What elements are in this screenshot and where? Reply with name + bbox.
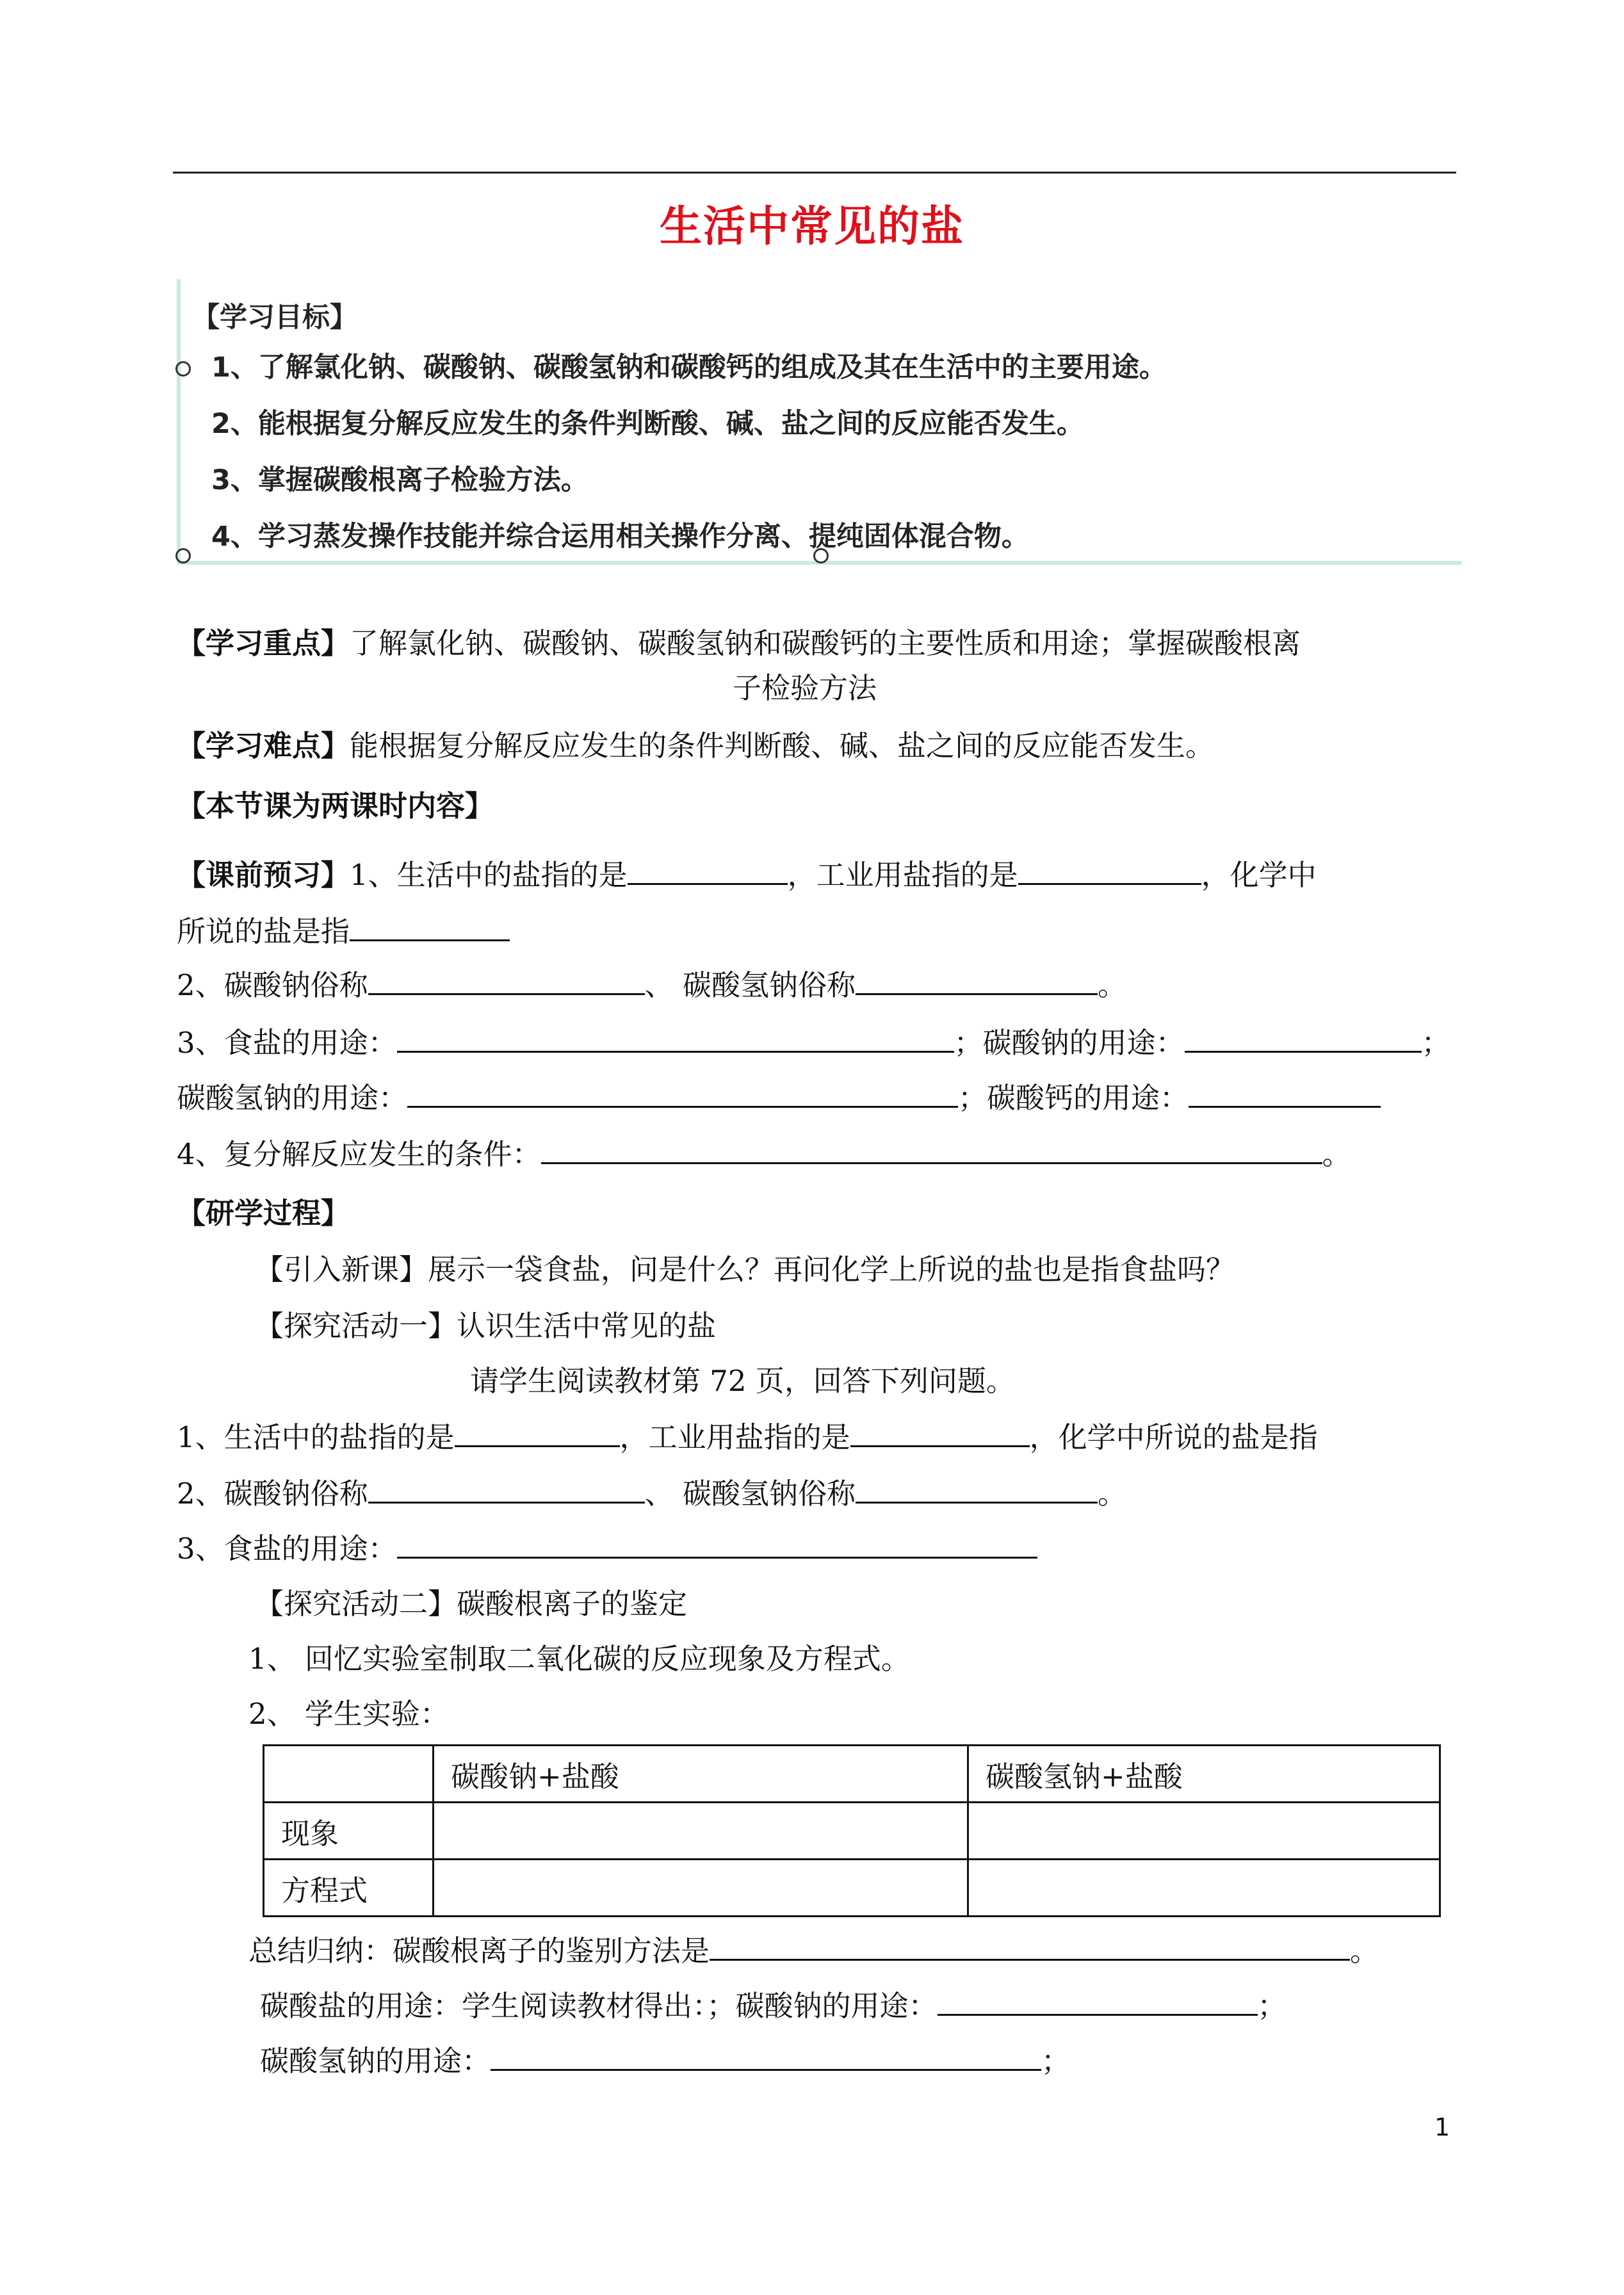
objective-item: 2、能根据复分解反应发生的条件判断酸、碱、盐之间的反应能否发生。 xyxy=(211,408,1084,440)
question-text: ； xyxy=(1257,1989,1287,2023)
question-text: 碳酸氢钠的用途： xyxy=(177,1081,408,1115)
answer-blank[interactable] xyxy=(856,969,1098,995)
activity-two-q2: 2、 学生实验： xyxy=(248,1697,449,1731)
answer-blank[interactable] xyxy=(397,1532,1037,1559)
table-cell[interactable] xyxy=(434,1860,968,1917)
objective-item: 3、掌握碳酸根离子检验方法。 xyxy=(211,464,589,496)
answer-blank[interactable] xyxy=(710,1934,1350,1961)
answer-blank[interactable] xyxy=(541,1138,1322,1164)
difficulty-text: 能根据复分解反应发生的条件判断酸、碱、盐之间的反应能否发生。 xyxy=(350,729,1215,763)
activity-q1 xyxy=(177,1414,1318,1456)
summary-line-2 xyxy=(260,1983,1287,2024)
circle-marker xyxy=(813,548,829,564)
table-row xyxy=(264,1803,1440,1860)
table-cell[interactable] xyxy=(968,1860,1440,1917)
preview-label: 【课前预习】 xyxy=(177,858,350,892)
question-text: ； xyxy=(1041,2044,1071,2078)
answer-blank[interactable] xyxy=(368,1477,645,1504)
question-text: 。 xyxy=(1097,1477,1126,1511)
key-points-text: 了解氯化钠、碳酸钠、碳酸氢钠和碳酸钙的主要性质和用途；掌握碳酸根离 xyxy=(350,626,1301,660)
preview-q3-cont xyxy=(177,1075,1381,1116)
answer-blank[interactable] xyxy=(628,859,788,885)
question-text: 2、碳酸钠俗称 xyxy=(177,1477,368,1511)
answer-blank[interactable] xyxy=(1185,1026,1422,1053)
table-row xyxy=(264,1746,1440,1803)
table-header: 碳酸钠+盐酸 xyxy=(434,1746,968,1803)
question-text: 碳酸氢钠的用途： xyxy=(260,2044,491,2078)
key-points-line xyxy=(177,620,1301,661)
table-cell[interactable] xyxy=(434,1803,968,1860)
question-text: ； xyxy=(1421,1026,1450,1060)
question-text: 。 xyxy=(1350,1934,1379,1968)
activity-two-heading: 【探究活动二】碳酸根离子的鉴定 xyxy=(255,1587,688,1621)
objectives-heading: 【学习目标】 xyxy=(192,302,357,334)
lesson-note: 【本节课为两课时内容】 xyxy=(177,789,494,823)
answer-blank[interactable] xyxy=(350,915,510,941)
experiment-table xyxy=(263,1744,1441,1917)
question-text: ，工业用盐指的是 xyxy=(619,1420,850,1454)
activity-q2 xyxy=(177,1470,1126,1512)
question-text: ，工业用盐指的是 xyxy=(787,858,1018,892)
answer-blank[interactable] xyxy=(1018,859,1201,885)
table-row-label: 方程式 xyxy=(264,1860,434,1917)
key-points-label: 【学习重点】 xyxy=(177,626,350,660)
table-row-label: 现象 xyxy=(264,1803,434,1860)
question-text: 、 碳酸氢钠俗称 xyxy=(644,1477,856,1511)
question-text: 1、生活中的盐指的是 xyxy=(177,1420,455,1454)
question-text: 碳酸盐的用途：学生阅读教材得出：；碳酸钠的用途： xyxy=(260,1989,938,2023)
table-cell xyxy=(264,1746,434,1803)
question-text: ；碳酸钙的用途： xyxy=(958,1081,1189,1115)
header-rule xyxy=(173,172,1456,174)
table-cell[interactable] xyxy=(968,1803,1440,1860)
question-text: ；碳酸钠的用途： xyxy=(954,1026,1185,1060)
question-text: 。 xyxy=(1322,1137,1351,1171)
page-number: 1 xyxy=(1434,2113,1450,2141)
intro-line: 【引入新课】展示一袋食盐，问是什么？再问化学上所说的盐也是指食盐吗？ xyxy=(255,1253,1235,1286)
question-text: ，化学中 xyxy=(1201,858,1317,892)
table-row xyxy=(264,1860,1440,1917)
difficulty-line xyxy=(177,722,1214,764)
answer-blank[interactable] xyxy=(491,2045,1041,2071)
activity-two-q1: 1、 回忆实验室制取二氧化碳的反应现象及方程式。 xyxy=(248,1642,910,1676)
preview-q3 xyxy=(177,1019,1450,1061)
answer-blank[interactable] xyxy=(368,969,645,995)
question-text: 4、复分解反应发生的条件： xyxy=(177,1137,541,1171)
answer-blank[interactable] xyxy=(455,1421,620,1447)
activity-q3 xyxy=(177,1525,1037,1567)
objective-item: 1、了解氯化钠、碳酸钠、碳酸氢钠和碳酸钙的组成及其在生活中的主要用途。 xyxy=(211,352,1167,384)
objective-item: 4、学习蒸发操作技能并综合运用相关操作分离、提纯固体混合物。 xyxy=(211,521,1029,553)
answer-blank[interactable] xyxy=(407,1082,958,1108)
circle-marker xyxy=(175,361,191,377)
question-text: 3、食盐的用途： xyxy=(177,1532,397,1566)
question-text: 、 碳酸氢钠俗称 xyxy=(644,968,856,1002)
question-text: 2、碳酸钠俗称 xyxy=(177,968,368,1002)
answer-blank[interactable] xyxy=(850,1421,1030,1447)
answer-blank[interactable] xyxy=(1189,1082,1381,1108)
question-text: 总结归纳：碳酸根离子的鉴别方法是 xyxy=(248,1934,710,1968)
question-text: 。 xyxy=(1097,968,1126,1002)
table-header: 碳酸氢钠+盐酸 xyxy=(968,1746,1440,1803)
preview-q2 xyxy=(177,962,1126,1003)
circle-marker xyxy=(175,548,191,564)
answer-blank[interactable] xyxy=(938,1990,1258,2016)
question-text: 3、食盐的用途： xyxy=(177,1026,397,1060)
question-text: ，化学中所说的盐是指 xyxy=(1029,1420,1318,1454)
process-label: 【研学过程】 xyxy=(177,1196,350,1230)
activity-one-instruction: 请学生阅读教材第 72 页，回答下列问题。 xyxy=(470,1364,1015,1398)
preview-q1 xyxy=(177,852,1317,893)
page-title: 生活中常见的盐 xyxy=(660,201,964,251)
key-points-text-cont: 子检验方法 xyxy=(733,671,877,705)
answer-blank[interactable] xyxy=(856,1477,1098,1504)
difficulty-label: 【学习难点】 xyxy=(177,729,350,763)
summary-line-3 xyxy=(260,2038,1070,2079)
preview-q4 xyxy=(177,1131,1351,1172)
answer-blank[interactable] xyxy=(397,1026,954,1053)
question-text: 所说的盐是指 xyxy=(177,914,350,948)
activity-one-heading: 【探究活动一】认识生活中常见的盐 xyxy=(255,1309,717,1343)
question-text: 1、生活中的盐指的是 xyxy=(350,858,628,892)
preview-q1-cont xyxy=(177,908,510,950)
summary-line-1 xyxy=(248,1927,1379,1969)
